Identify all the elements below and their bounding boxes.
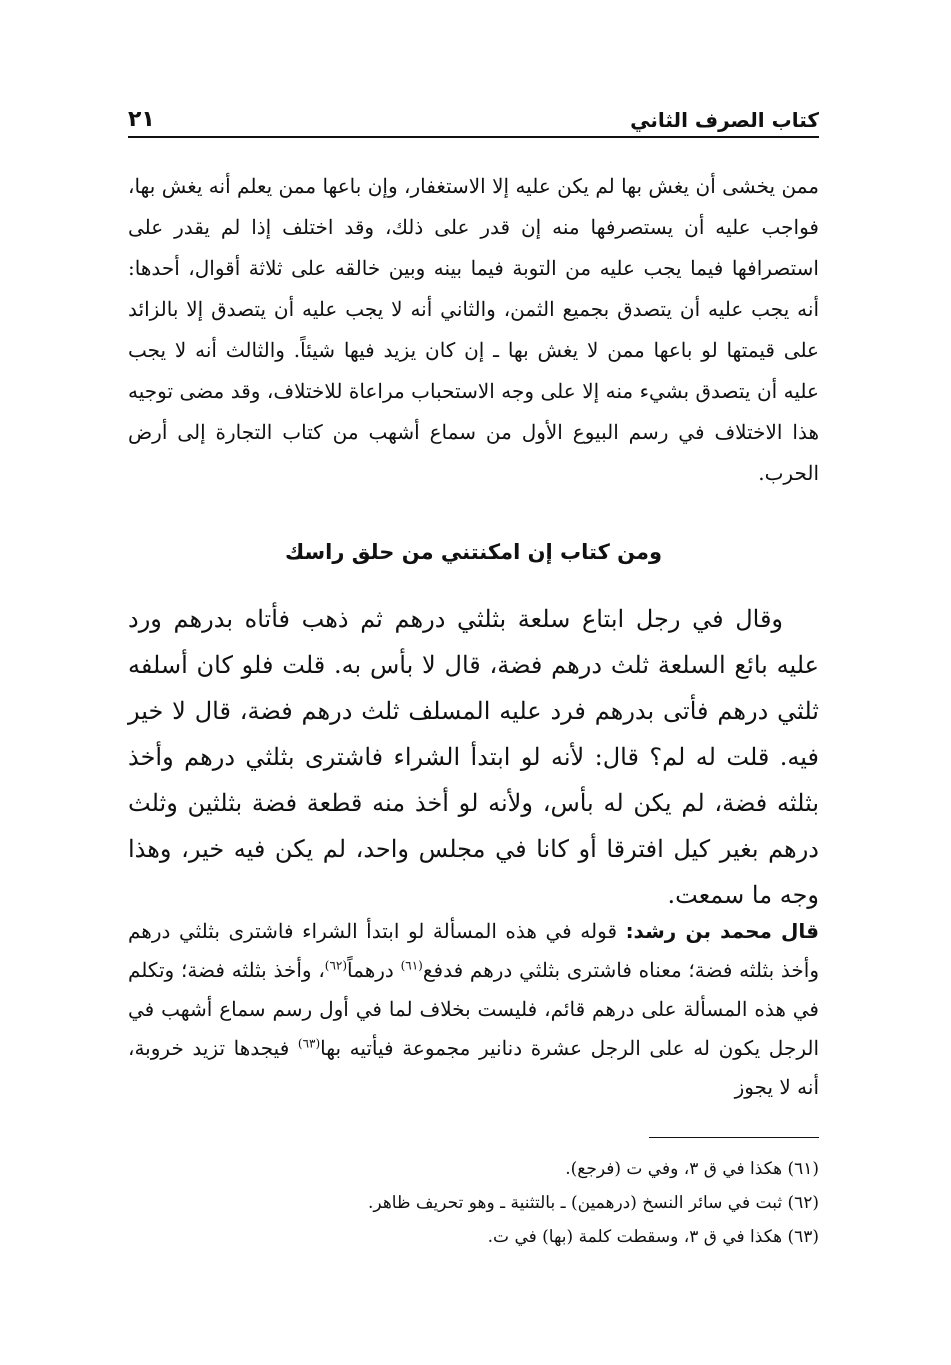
footnote-ref-61: (٦١) (400, 958, 423, 973)
running-title: كتاب الصرف الثاني (630, 108, 819, 132)
page-header (128, 96, 819, 138)
footnote-63: (٦٣) هكذا في ق ٣، وسقطت كلمة (بها) في ت. (487, 1227, 819, 1247)
footnotes (128, 1152, 819, 1254)
footnote-separator (649, 1137, 819, 1138)
commentary-text-a: قوله في هذه المسألة لو ابتدأ الشراء فاشترى بثلثي درهم وأخذ بثلثه فضة؛ معناه فاشترى بثلثي درهم فدفع (128, 919, 820, 982)
commentary-text-d: فيجدها تزيد خروبة، أنه لا يجوز (128, 1036, 819, 1099)
footnote-ref-63: (٦٣) (297, 1036, 321, 1051)
paragraph-continuation: ممن يخشى أن يغش بها لم يكن عليه إلا الاستغفار، وإن باعها ممن يعلم أنه يغش بها، فواجب عليه أن يستصرفها منه إن قدر على ذلك، وقد اختلف إذا لم يقدر على استصرافها فيما يجب عليه من التوبة فيما بينه وبين خالقه على ثلاثة أقوال، أحدها: أنه يجب عليه أن يتصدق بجميع الثمن، والثاني أنه لا يجب عليه أن يتصدق إلا بالزائد على قيمتها لو باعها ممن لا يغش بها ـ إن كان يزيد فيها شيئاً. والثالث أنه لا يجب عليه أن يتصدق بشيء منه إلا على وجه الاستحباب مراعاة للاختلاف، وقد مضى توجيه هذا الاختلاف في رسم البيوع الأول من سماع أشهب من كتاب التجارة إلى أرض الحرب. (128, 174, 819, 485)
footnote-61: (٦١) هكذا في ق ٣، وفي ت (فرجع). (565, 1159, 819, 1179)
footnote-ref-62: (٦٢) (324, 958, 348, 973)
page-number: ٢١ (128, 107, 155, 132)
section-heading: ومن كتاب إن امكنتني من حلق راسك (284, 540, 663, 564)
commentary-lead: قال محمد بن رشد: (625, 919, 819, 943)
commentary-text-c: ، وأخذ بثلثه فضة؛ وتكلم في هذه المسألة على درهم قائم، فليست بخلاف لما في أول رسم سماع أشهب في الرجل يكون له على الرجل عشرة دنانير مجموعة فيأتيه بها (128, 958, 820, 1060)
quoted-text-paragraph: وقال في رجل ابتاع سلعة بثلثي درهم ثم ذهب فأتاه بدرهم ورد عليه بائع السلعة ثلث درهم فضة، قال لا بأس به. قلت فلو كان أسلفه ثلثي درهم فأتى بدرهم فرد عليه المسلف ثلث درهم فضة، قال لا خير فيه. قلت له لم؟ قال: لأنه لو ابتدأ الشراء فاشترى بثلثي درهم وأخذ بثلثه فضة، لم يكن له بأس، ولأنه لو أخذ منه قطعة فضة بثلثين وثلث درهم بغير كيل افترقا أو كانا في مجلس واحد، لم يكن فيه خير، وهذا وجه ما سمعت. (128, 605, 820, 909)
footnote-62: (٦٢) ثبت في سائر النسخ (درهمين) ـ بالتثنية ـ وهو تحريف ظاهر. (368, 1193, 819, 1213)
commentary-text-b: درهماً (347, 958, 401, 982)
commentary-paragraph (128, 912, 819, 1107)
